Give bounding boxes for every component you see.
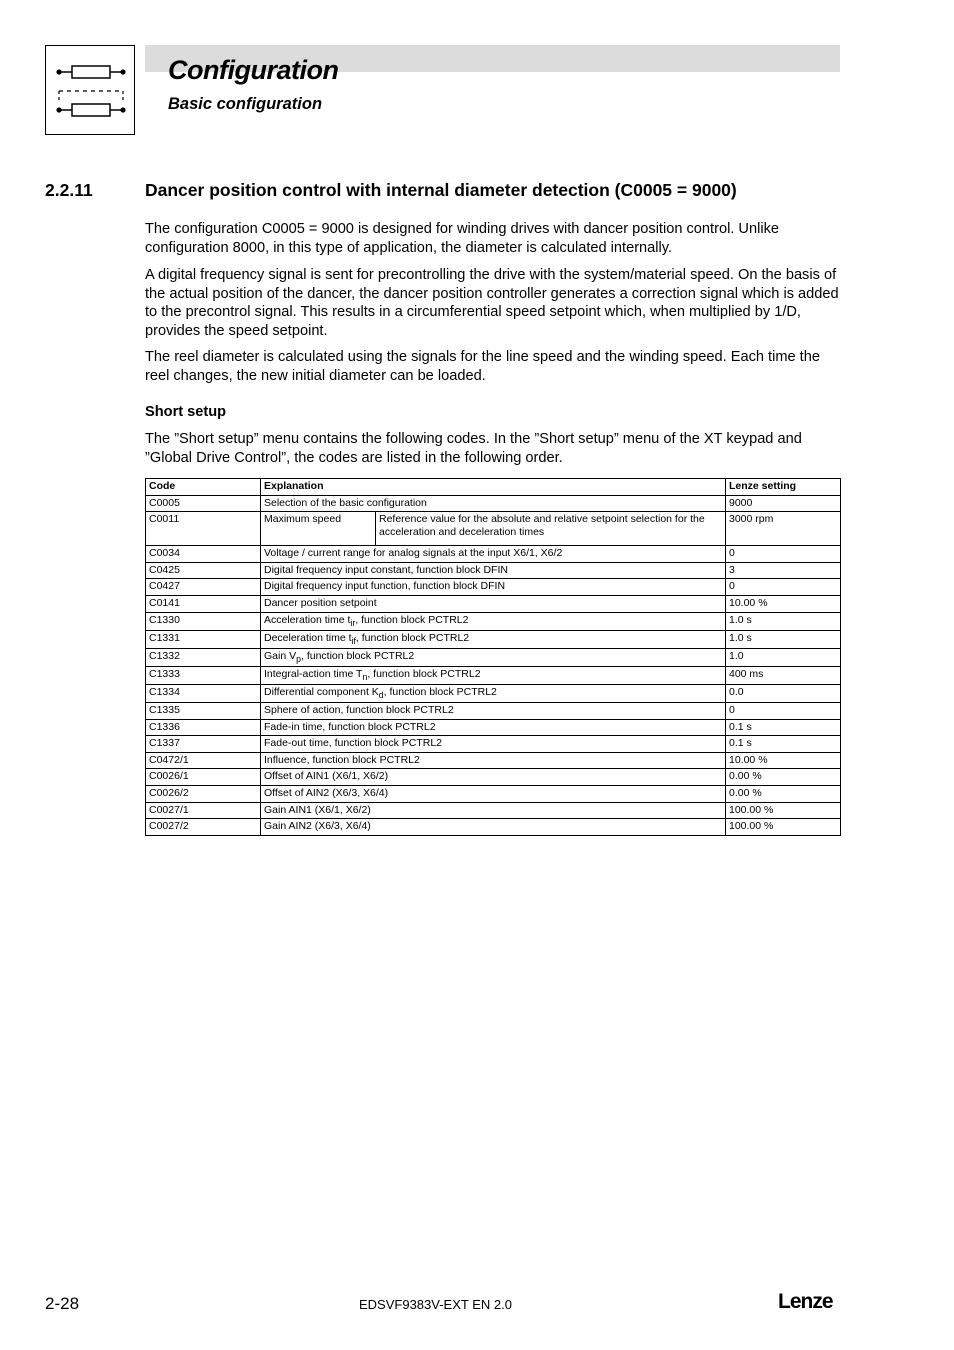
column-header-lenze-setting: Lenze setting <box>726 479 841 496</box>
cell-lenze-setting: 0.0 <box>726 684 841 702</box>
explanation-subscript: p <box>296 653 301 664</box>
table-row <box>146 703 841 720</box>
table-row <box>146 666 841 684</box>
table-row <box>146 512 841 546</box>
table-row <box>146 736 841 753</box>
table-row <box>146 752 841 769</box>
cell-code: C0472/1 <box>146 752 261 769</box>
table-row <box>146 495 841 512</box>
short-setup-intro: The ”Short setup” menu contains the following codes. In the ”Short setup” menu of the XT keypad and ”Global Drive Control”, the codes are listed in the following order. <box>145 431 802 466</box>
cell-code: C0027/1 <box>146 802 261 819</box>
table-row <box>146 648 841 666</box>
cell-code: C0005 <box>146 495 261 512</box>
cell-lenze-setting: 9000 <box>726 495 841 512</box>
explanation-text: Differential component K <box>264 685 379 698</box>
page-number: 2-28 <box>45 1294 80 1313</box>
cell-code: C1330 <box>146 612 261 630</box>
document-id: EDSVF9383V-EXT EN 2.0 <box>359 1297 512 1312</box>
cell-explanation: Gain AIN2 (X6/3, X6/4) <box>261 819 726 836</box>
cell-lenze-setting: 0 <box>726 579 841 596</box>
explanation-text: , function block PCTRL2 <box>355 631 470 644</box>
cell-code: C1335 <box>146 703 261 720</box>
cell-explanation <box>261 684 726 702</box>
chapter-title: Configuration <box>168 55 339 85</box>
cell-code: C1331 <box>146 630 261 648</box>
explanation-text: , function block PCTRL2 <box>367 667 481 680</box>
cell-lenze-setting: 0 <box>726 546 841 563</box>
cell-lenze-setting: 0.00 % <box>726 769 841 786</box>
table-row <box>146 612 841 630</box>
explanation-text: Deceleration time t <box>264 631 352 644</box>
cell-explanation: Digital frequency input function, function block DFIN <box>261 579 726 596</box>
paragraph-diameter: The reel diameter is calculated using the signals for the line speed and the winding speed. Each time the reel changes, the new initial diameter can be loaded. <box>145 349 820 384</box>
table-row <box>146 802 841 819</box>
cell-lenze-setting: 1.0 <box>726 648 841 666</box>
cell-explanation: Influence, function block PCTRL2 <box>261 752 726 769</box>
explanation-subscript: ir <box>350 617 356 628</box>
cell-explanation: Voltage / current range for analog signals at the input X6/1, X6/2 <box>261 546 726 563</box>
cell-lenze-setting: 0.00 % <box>726 786 841 803</box>
circuit-diagram-icon <box>46 46 136 136</box>
chapter-subtitle: Basic configuration <box>168 95 323 113</box>
cell-code: C0011 <box>146 512 261 546</box>
cell-lenze-setting: 400 ms <box>726 666 841 684</box>
cell-lenze-setting: 0 <box>726 703 841 720</box>
cell-code: C0027/2 <box>146 819 261 836</box>
cell-code: C1337 <box>146 736 261 753</box>
table-row <box>146 546 841 563</box>
cell-code: C0026/2 <box>146 786 261 803</box>
cell-explanation: Sphere of action, function block PCTRL2 <box>261 703 726 720</box>
table-row <box>146 786 841 803</box>
table-row <box>146 819 841 836</box>
cell-explanation <box>261 648 726 666</box>
paragraph-precontrol: A digital frequency signal is sent for precontrolling the drive with the system/material speed. On the basis of the actual position of the dancer, the dancer position controller generates a correction signal which is added to the precontrol signal. This results in a circumferential speed setpoint which, when multiplied by 1/D, provides the speed setpoint. <box>145 267 839 339</box>
section-title: Dancer position control with internal diameter detection (C0005 = 9000) <box>145 180 737 200</box>
cell-explanation <box>261 666 726 684</box>
cell-lenze-setting: 1.0 s <box>726 630 841 648</box>
cell-lenze-setting: 10.00 % <box>726 752 841 769</box>
explanation-text: Gain V <box>264 649 297 662</box>
column-header-explanation: Explanation <box>261 479 726 496</box>
table-row <box>146 562 841 579</box>
cell-explanation: Offset of AIN2 (X6/3, X6/4) <box>261 786 726 803</box>
table-row <box>146 630 841 648</box>
cell-lenze-setting: 10.00 % <box>726 595 841 612</box>
explanation-subscript: if <box>351 635 356 646</box>
explanation-text: , function block PCTRL2 <box>355 613 469 626</box>
cell-explanation: Gain AIN1 (X6/1, X6/2) <box>261 802 726 819</box>
cell-code: C1334 <box>146 684 261 702</box>
cell-explanation: Fade-out time, function block PCTRL2 <box>261 736 726 753</box>
table-row <box>146 595 841 612</box>
cell-explanation: Offset of AIN1 (X6/1, X6/2) <box>261 769 726 786</box>
explanation-subscript: d <box>378 690 384 701</box>
cell-code: C0425 <box>146 562 261 579</box>
cell-code: C0026/1 <box>146 769 261 786</box>
table-row <box>146 719 841 736</box>
cell-code: C1332 <box>146 648 261 666</box>
table-row <box>146 579 841 596</box>
cell-explanation <box>261 612 726 630</box>
cell-explanation-detail: Reference value for the absolute and relative setpoint selection for the acceleration and deceleration times <box>376 512 726 546</box>
table-row <box>146 769 841 786</box>
explanation-subscript: n <box>362 671 368 682</box>
cell-lenze-setting: 0.1 s <box>726 719 841 736</box>
cell-lenze-setting: 3000 rpm <box>726 512 841 546</box>
cell-explanation: Digital frequency input constant, function block DFIN <box>261 562 726 579</box>
cell-code: C0034 <box>146 546 261 563</box>
cell-explanation: Selection of the basic configuration <box>261 495 726 512</box>
explanation-text: , function block PCTRL2 <box>383 685 497 698</box>
cell-code: C0427 <box>146 579 261 596</box>
table-header-row <box>146 479 841 496</box>
cell-lenze-setting: 1.0 s <box>726 612 841 630</box>
configuration-icon <box>45 45 135 135</box>
cell-explanation: Maximum speed <box>261 512 376 546</box>
table-row <box>146 684 841 702</box>
explanation-text: Integral-action time T <box>264 667 363 680</box>
cell-code: C1333 <box>146 666 261 684</box>
lenze-logo: Lenze <box>778 1290 833 1313</box>
section-number: 2.2.11 <box>45 180 93 200</box>
cell-code: C1336 <box>146 719 261 736</box>
cell-explanation: Fade-in time, function block PCTRL2 <box>261 719 726 736</box>
cell-explanation <box>261 630 726 648</box>
cell-code: C0141 <box>146 595 261 612</box>
column-header-code: Code <box>146 479 261 496</box>
explanation-text: , function block PCTRL2 <box>300 649 415 662</box>
short-setup-heading: Short setup <box>145 404 227 420</box>
cell-lenze-setting: 3 <box>726 562 841 579</box>
explanation-text: Acceleration time t <box>264 613 351 626</box>
cell-lenze-setting: 100.00 % <box>726 819 841 836</box>
code-table <box>145 478 841 836</box>
cell-lenze-setting: 0.1 s <box>726 736 841 753</box>
cell-explanation: Dancer position setpoint <box>261 595 726 612</box>
paragraph-intro: The configuration C0005 = 9000 is designed for winding drives with dancer position control. Unlike configuration 8000, in this type of application, the diameter is calculated internally. <box>145 221 779 256</box>
cell-lenze-setting: 100.00 % <box>726 802 841 819</box>
